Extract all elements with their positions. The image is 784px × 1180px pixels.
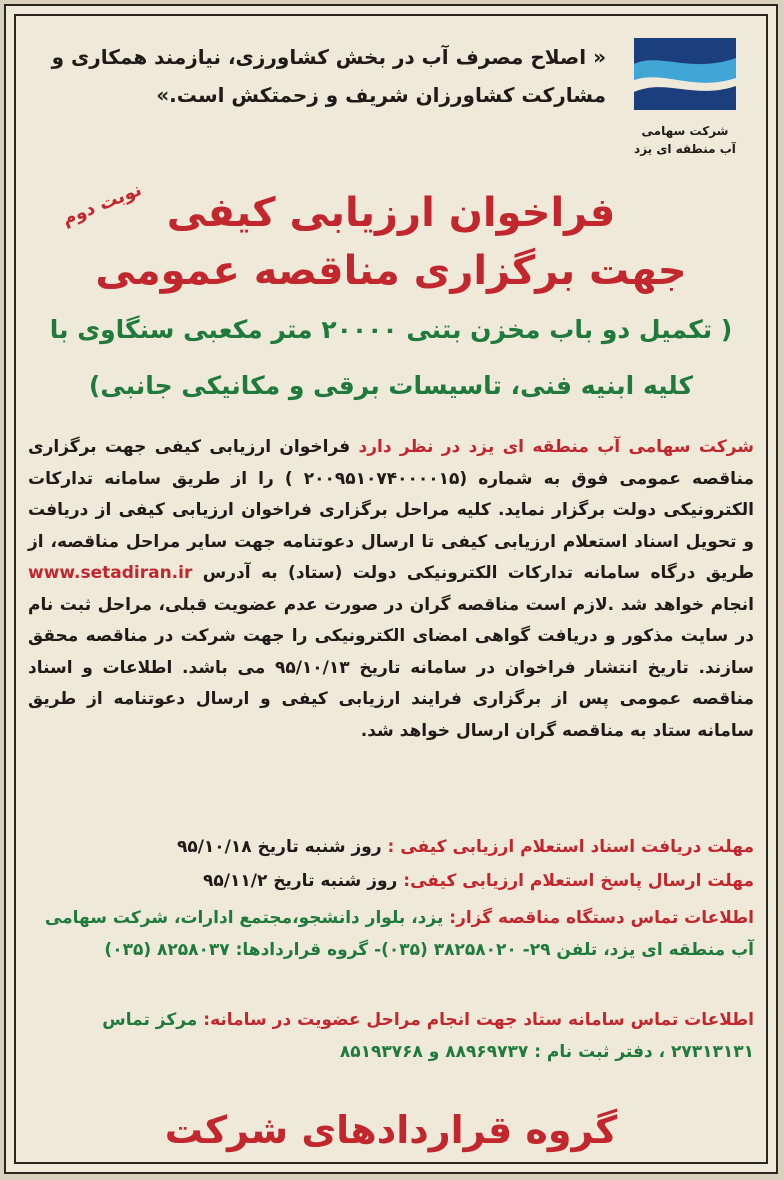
setad-label: اطلاعات تماس سامانه ستاد جهت انجام مراحل عضویت در سامانه: — [203, 1010, 754, 1030]
advertisement-page — [4, 4, 778, 1174]
subtitle-line-2: کلیه ابنیه فنی، تاسیسات برقی و مکانیکی جانبی) — [88, 371, 694, 400]
body-part-1: فراخوان ارزیابی کیفی جهت برگزاری مناقصه عمومی فوق به شماره (۲۰۰۹۵۱۰۷۴۰۰۰۰۱۵ ) را از طریق سامانه تدارکات الکترونیکی دولت برگزار نماید. کلیه مراحل برگزاری فراخوان ارزیابی کیفی از دریافت و تحویل اسناد استعلام ارزیابی کیفی تا ارسال دعوتنامه جهت سایر مراحل مناقصه، از طریق درگاه سامانه تدارکات الکترونیکی دولت (ستاد) به آدرس — [28, 437, 754, 583]
body-lead: شرکت سهامی آب منطقه ای یزد در نظر دارد — [358, 437, 755, 457]
setad-contact-info — [28, 1004, 754, 1068]
deadline-receive — [28, 832, 754, 862]
website-link[interactable]: www.setadiran.ir — [28, 563, 193, 583]
contact-text: یزد، بلوار دانشجو،مجتمع ادارات، شرکت سهامی آب منطقه ای یزد، تلفن ۲۹- ۳۸۲۵۸۰۲۰ (۰۳۵)- گروه قراردادها: ۸۲۵۸۰۳۷ (۰۳۵) — [44, 908, 754, 960]
logo-line-1: شرکت سهامی — [641, 124, 729, 138]
title-line-2: جهت برگزاری مناقصه عمومی — [95, 248, 687, 294]
setad-text: مرکز تماس ۲۷۳۱۳۱۳۱ ، دفتر ثبت نام : ۸۸۹۶۹۷۳۷ و ۸۵۱۹۳۷۶۸ — [102, 1010, 754, 1062]
logo-line-2: آب منطقه ای یزد — [634, 142, 736, 156]
company-logo — [630, 34, 740, 164]
round-tag: نوبت دوم — [59, 179, 145, 230]
logo-caption — [630, 122, 740, 158]
contact-label: اطلاعات تماس دستگاه مناقصه گزار: — [449, 908, 754, 928]
water-wave-icon — [630, 34, 740, 114]
slogan: « اصلاح مصرف آب در بخش کشاورزی، نیازمند همکاری و مشارکت کشاورزان شریف و زحمتکش است.» — [51, 45, 606, 107]
body-paragraph — [28, 432, 754, 747]
subtitle-line-1: ( تکمیل دو باب مخزن بتنی ۲۰۰۰۰ متر مکعبی سنگاوی با — [49, 315, 733, 344]
body-part-2: انجام خواهد شد .لازم است مناقصه گران در صورت عدم عضویت قبلی، مراحل ثبت نام در سایت مذکور و دریافت گواهی امضای الکترونیکی را جهت شرکت در مناقصه محقق سازند. تاریخ انتشار فراخوان در سامانه تاریخ ۹۵/۱۰/۱۳ می باشد. اطلاعات و اسناد مناقصه عمومی پس از برگزاری فرایند ارزیابی کیفی و ارسال دعوتنامه از طریق سامانه ستاد به مناقصه گران ارسال خواهد شد. — [28, 594, 754, 741]
deadline-send — [28, 866, 754, 896]
deadline-receive-value: روز شنبه تاریخ ۹۵/۱۰/۱۸ — [176, 837, 388, 857]
footer-signature: گروه قراردادهای شرکت — [164, 1108, 618, 1152]
deadline-send-value: روز شنبه تاریخ ۹۵/۱۱/۲ — [203, 871, 404, 891]
title-line-1: فراخوان ارزیابی کیفی — [166, 190, 616, 236]
contact-info — [28, 902, 754, 966]
deadline-receive-label: مهلت دریافت اسناد استعلام ارزیابی کیفی : — [387, 837, 754, 857]
deadline-send-label: مهلت ارسال پاسخ استعلام ارزیابی کیفی: — [403, 871, 754, 891]
